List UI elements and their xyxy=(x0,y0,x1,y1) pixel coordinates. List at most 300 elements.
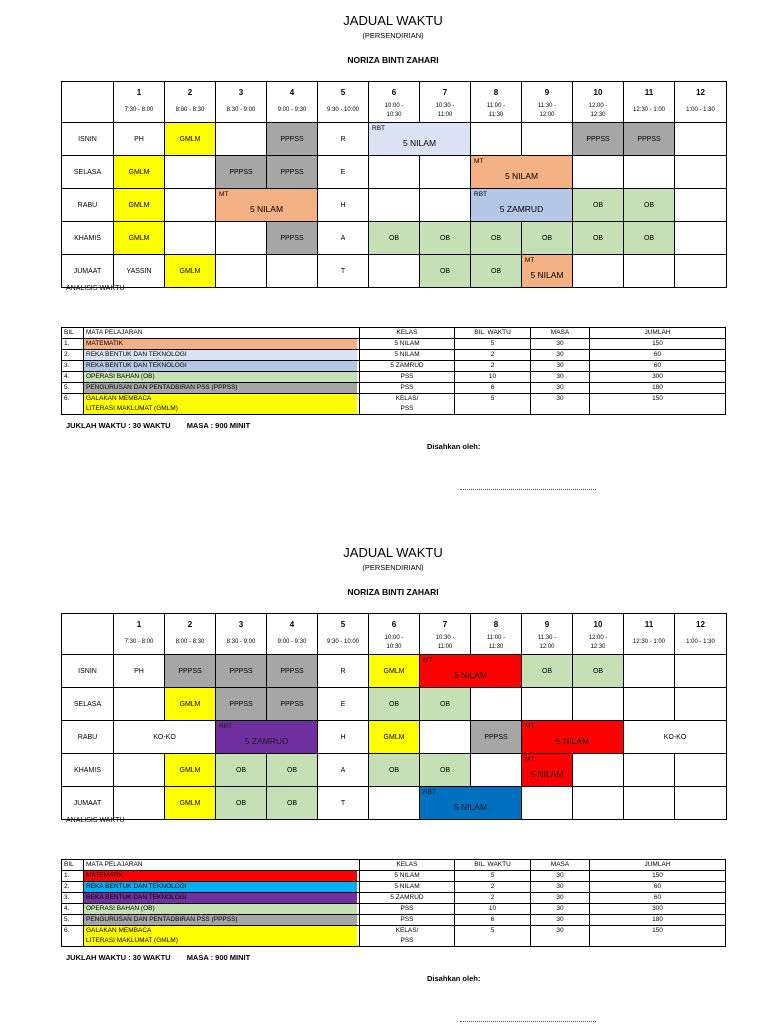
day-label: SELASA xyxy=(62,688,114,721)
period-number: 11 xyxy=(644,620,654,629)
period-header xyxy=(165,82,216,123)
period-header xyxy=(573,614,624,655)
timetable-cell: PPPSS xyxy=(267,688,318,721)
analysis-header: MASA xyxy=(531,328,590,339)
timetable-cell: YASSIN xyxy=(114,255,165,288)
class-name: 5 NILAM xyxy=(453,670,488,680)
lesson-cell xyxy=(471,156,573,189)
day-label: JUMAAT xyxy=(62,787,114,820)
period-header xyxy=(522,82,573,123)
row-number: 5. xyxy=(62,915,84,926)
timetable-cell xyxy=(267,255,318,288)
analysis-row xyxy=(62,915,726,926)
period-header xyxy=(573,82,624,123)
period-time: 9:00 - 9:30 xyxy=(277,639,307,645)
timetable-cell xyxy=(675,255,727,288)
class-cell: 5 NILAM xyxy=(360,882,455,893)
period-time: 9:30 - 10:00 xyxy=(326,639,360,645)
timetable-cell xyxy=(471,688,522,721)
timetable-cell: OB xyxy=(573,655,624,688)
period-header xyxy=(471,82,522,123)
timetable-cell xyxy=(165,189,216,222)
subject-code: MT xyxy=(474,158,484,165)
subject-name: GALAKAN MEMBACA LITERASI MAKLUMAT (GMLM) xyxy=(84,394,357,414)
analysis-row xyxy=(62,893,726,904)
summary-total-periods: JUKLAH WAKTU : 30 WAKTU xyxy=(66,953,171,962)
period-header xyxy=(420,82,471,123)
timetable-cell: GMLM xyxy=(114,156,165,189)
subject-cell xyxy=(84,394,360,415)
duration-cell: 30 xyxy=(531,394,590,415)
period-time: 8:30 - 9:00 xyxy=(226,107,256,113)
total-cell: 60 xyxy=(590,882,726,893)
timetable-grid xyxy=(61,613,727,820)
day-row xyxy=(62,655,727,688)
period-number: 1 xyxy=(136,88,142,97)
timetable-cell: R xyxy=(318,655,369,688)
timetable-cell xyxy=(369,787,420,820)
timetable-cell: PPPSS xyxy=(267,123,318,156)
day-row xyxy=(62,721,727,754)
total-cell: 300 xyxy=(590,372,726,383)
analysis-header: MATA PELAJARAN xyxy=(84,328,360,339)
timetable-cell: GMLM xyxy=(165,123,216,156)
timetable-cell: OB xyxy=(573,189,624,222)
period-time: 8:00 - 8:30 xyxy=(175,639,205,645)
duration-cell: 30 xyxy=(531,882,590,893)
subject-code: RBT xyxy=(423,789,436,796)
timetable-cell: PPPSS xyxy=(267,222,318,255)
subject-name: REKA BENTUK DAN TEKNOLOGI xyxy=(84,361,357,371)
lesson-cell xyxy=(522,721,624,754)
timetable-cell: OB xyxy=(471,222,522,255)
summary-total-periods: JUKLAH WAKTU : 30 WAKTU xyxy=(66,421,171,430)
period-count-cell: 5 xyxy=(455,339,531,350)
lesson-cell xyxy=(420,787,522,820)
period-number: 8 xyxy=(493,620,499,629)
timetable-cell xyxy=(420,721,471,754)
approved-by-label: Disahkan oleh: xyxy=(427,442,481,451)
lesson-cell xyxy=(369,123,471,156)
class-name: 5 NILAM xyxy=(555,736,590,746)
subject-code: MT xyxy=(423,657,433,664)
period-number: 8 xyxy=(493,88,499,97)
period-count-cell: 6 xyxy=(455,383,531,394)
total-cell: 60 xyxy=(590,350,726,361)
row-number: 3. xyxy=(62,893,84,904)
total-cell: 150 xyxy=(590,339,726,350)
duration-cell: 30 xyxy=(531,383,590,394)
day-row xyxy=(62,222,727,255)
class-cell: 5 NILAM xyxy=(360,350,455,361)
period-header xyxy=(522,614,573,655)
class-name: 5 NILAM xyxy=(453,802,488,812)
timetable-cell xyxy=(573,156,624,189)
timetable-cell xyxy=(522,123,573,156)
period-header xyxy=(420,614,471,655)
period-time: 11:00 - 11:30 xyxy=(486,103,506,118)
timetable-cell: GMLM xyxy=(165,255,216,288)
subject-name: MATEMATIK xyxy=(84,871,357,881)
row-number: 6. xyxy=(62,926,84,947)
class-name: 5 NILAM xyxy=(504,171,539,181)
period-count-cell: 5 xyxy=(455,926,531,947)
signature-line xyxy=(460,488,596,490)
summary-total-minutes: MASA : 900 MINIT xyxy=(186,421,251,430)
timetable-cell xyxy=(114,688,165,721)
row-number: 4. xyxy=(62,372,84,383)
period-header xyxy=(165,614,216,655)
timetable-cell: PPPSS xyxy=(216,655,267,688)
subject-name: PENGURUSAN DAN PENTADBIRAN PSS (PPPSS) xyxy=(84,383,357,393)
period-time: 8:30 - 9:00 xyxy=(226,639,256,645)
timetable-cell: KO-KO xyxy=(114,721,216,754)
period-count-cell: 2 xyxy=(455,882,531,893)
period-number: 10 xyxy=(593,620,603,629)
total-cell: 150 xyxy=(590,926,726,947)
period-number: 9 xyxy=(544,88,550,97)
subject-cell xyxy=(84,882,360,893)
timetable-cell: PPPSS xyxy=(216,156,267,189)
period-number: 3 xyxy=(238,88,244,97)
class-cell: PSS xyxy=(360,904,455,915)
class-name: 5 NILAM xyxy=(530,769,564,779)
period-number: 5 xyxy=(340,620,346,629)
analysis-header: BIL. WAKTU xyxy=(455,860,531,871)
day-label: KHAMIS xyxy=(62,222,114,255)
analysis-header: JUMLAH xyxy=(590,860,726,871)
timetable-cell: OB xyxy=(369,754,420,787)
period-time: 10:00 - 10:30 xyxy=(384,635,404,650)
period-header xyxy=(369,614,420,655)
period-time: 10:00 - 10:30 xyxy=(384,103,404,118)
timetable-cell xyxy=(624,156,675,189)
analysis-row xyxy=(62,926,726,947)
day-label: ISNIN xyxy=(62,123,114,156)
period-number: 10 xyxy=(593,88,603,97)
period-time: 8:00 - 8:30 xyxy=(175,107,205,113)
duration-cell: 30 xyxy=(531,372,590,383)
analysis-header: BIL. WAKTU xyxy=(455,328,531,339)
corner-cell xyxy=(62,614,114,655)
row-number: 3. xyxy=(62,361,84,372)
timetable-cell: OB xyxy=(216,754,267,787)
analysis-row xyxy=(62,394,726,415)
class-cell: KELAS/ PSS xyxy=(360,926,455,947)
subject-cell xyxy=(84,915,360,926)
row-number: 2. xyxy=(62,350,84,361)
timetable-cell xyxy=(675,156,727,189)
duration-cell: 30 xyxy=(531,893,590,904)
timetable-cell xyxy=(675,222,727,255)
analysis-row xyxy=(62,350,726,361)
analysis-header: BIL xyxy=(62,860,84,871)
timetable-grid xyxy=(61,81,727,288)
period-number: 6 xyxy=(391,620,397,629)
subject-code: MT xyxy=(525,723,535,730)
period-header xyxy=(267,82,318,123)
day-label: ISNIN xyxy=(62,655,114,688)
timetable-cell xyxy=(420,156,471,189)
timetable-cell xyxy=(675,189,727,222)
duration-cell: 30 xyxy=(531,926,590,947)
timetable-cell xyxy=(114,754,165,787)
period-time: 12:00 - 12:30 xyxy=(588,635,608,650)
timetable-cell xyxy=(369,189,420,222)
day-row xyxy=(62,255,727,288)
period-time: 10:30 - 11:00 xyxy=(435,103,455,118)
subject-code: RBT xyxy=(219,723,232,730)
subject-cell xyxy=(84,871,360,882)
class-cell: PSS xyxy=(360,372,455,383)
timetable-cell xyxy=(675,123,727,156)
period-header xyxy=(369,82,420,123)
duration-cell: 30 xyxy=(531,361,590,372)
timetable-cell: T xyxy=(318,255,369,288)
timetable-cell: KO-KO xyxy=(624,721,727,754)
period-time: 11:30 - 12:00 xyxy=(537,635,557,650)
subject-cell xyxy=(84,926,360,947)
analysis-header: KELAS xyxy=(360,860,455,871)
period-number: 12 xyxy=(696,620,705,629)
period-number: 3 xyxy=(238,620,244,629)
day-row xyxy=(62,787,727,820)
class-name: 5 NILAM xyxy=(249,204,284,214)
analysis-row xyxy=(62,882,726,893)
subject-cell xyxy=(84,893,360,904)
row-number: 1. xyxy=(62,871,84,882)
class-cell: PSS xyxy=(360,915,455,926)
day-label: RABU xyxy=(62,721,114,754)
period-number: 1 xyxy=(136,620,142,629)
period-time: 1:00 - 1:30 xyxy=(686,107,715,113)
timetable-cell xyxy=(624,255,675,288)
subject-cell xyxy=(84,904,360,915)
corner-cell xyxy=(62,82,114,123)
analysis-header: JUMLAH xyxy=(590,328,726,339)
page-subtitle: (PERSENDIRIAN) xyxy=(362,563,424,572)
period-header xyxy=(267,614,318,655)
timetable-cell: OB xyxy=(420,255,471,288)
total-cell: 300 xyxy=(590,904,726,915)
timetable-cell: OB xyxy=(522,222,573,255)
subject-cell xyxy=(84,339,360,350)
timetable-cell xyxy=(675,754,727,787)
timetable-cell: PPPSS xyxy=(216,688,267,721)
subject-code: MT xyxy=(525,257,535,264)
timetable-cell: T xyxy=(318,787,369,820)
timetable-cell: OB xyxy=(420,754,471,787)
timetable-cell xyxy=(522,787,573,820)
timetable-cell: GMLM xyxy=(369,655,420,688)
analysis-row xyxy=(62,339,726,350)
period-number: 11 xyxy=(644,88,654,97)
timetable-cell xyxy=(624,688,675,721)
timetable-cell: OB xyxy=(471,255,522,288)
analysis-row xyxy=(62,383,726,394)
day-label: SELASA xyxy=(62,156,114,189)
timetable-cell: PPPSS xyxy=(624,123,675,156)
subject-cell xyxy=(84,361,360,372)
timetable-cell: GMLM xyxy=(165,754,216,787)
duration-cell: 30 xyxy=(531,339,590,350)
analysis-header: MASA xyxy=(531,860,590,871)
timetable-cell: A xyxy=(318,222,369,255)
duration-cell: 30 xyxy=(531,871,590,882)
timetable-cell: OB xyxy=(369,688,420,721)
period-time: 9:30 - 10:00 xyxy=(326,107,360,113)
subject-code: RBT xyxy=(474,191,487,198)
lesson-cell xyxy=(471,189,573,222)
day-label: RABU xyxy=(62,189,114,222)
period-count-cell: 6 xyxy=(455,915,531,926)
timetable-cell: OB xyxy=(216,787,267,820)
period-count-cell: 10 xyxy=(455,904,531,915)
analysis-row xyxy=(62,904,726,915)
analysis-title: ANALISIS WAKTU xyxy=(66,285,125,292)
class-name: 5 NILAM xyxy=(530,270,564,280)
period-count-cell: 2 xyxy=(455,361,531,372)
period-count-cell: 10 xyxy=(455,372,531,383)
timetable-cell: OB xyxy=(369,222,420,255)
period-time: 10:30 - 11:00 xyxy=(435,635,455,650)
total-cell: 180 xyxy=(590,915,726,926)
period-count-cell: 5 xyxy=(455,871,531,882)
timetable-cell: OB xyxy=(522,655,573,688)
timetable-cell xyxy=(471,754,522,787)
period-count-cell: 2 xyxy=(455,893,531,904)
period-header xyxy=(216,614,267,655)
timetable-cell: GMLM xyxy=(114,222,165,255)
class-cell: 5 ZAMRUD xyxy=(360,893,455,904)
duration-cell: 30 xyxy=(531,350,590,361)
subject-name: PENGURUSAN DAN PENTADBIRAN PSS (PPPSS) xyxy=(84,915,357,925)
subject-name: GALAKAN MEMBACA LITERASI MAKLUMAT (GMLM) xyxy=(84,926,357,946)
day-row xyxy=(62,156,727,189)
lesson-cell xyxy=(216,189,318,222)
timetable-cell: R xyxy=(318,123,369,156)
row-number: 5. xyxy=(62,383,84,394)
timetable-cell: GMLM xyxy=(114,189,165,222)
period-header xyxy=(471,614,522,655)
timetable-cell: OB xyxy=(420,688,471,721)
period-header xyxy=(675,614,727,655)
timetable-cell: GMLM xyxy=(369,721,420,754)
class-cell: 5 ZAMRUD xyxy=(360,361,455,372)
lesson-cell xyxy=(522,754,573,787)
timetable-cell: PPPSS xyxy=(573,123,624,156)
timetable-cell xyxy=(216,255,267,288)
timetable-cell xyxy=(216,222,267,255)
timetable-cell: OB xyxy=(624,222,675,255)
period-header xyxy=(318,614,369,655)
timetable-cell: E xyxy=(318,156,369,189)
period-header xyxy=(318,82,369,123)
subject-code: RBT xyxy=(372,125,385,132)
period-header xyxy=(114,82,165,123)
timetable-cell: H xyxy=(318,721,369,754)
period-number: 4 xyxy=(289,620,295,629)
subject-name: REKA BENTUK DAN TEKNOLOGI xyxy=(84,882,357,892)
day-label: KHAMIS xyxy=(62,754,114,787)
period-number: 9 xyxy=(544,620,550,629)
subject-name: OPERASI BAHAN (OB) xyxy=(84,372,357,382)
class-name: 5 NILAM xyxy=(402,138,437,148)
timetable-cell xyxy=(675,655,727,688)
timetable-cell xyxy=(471,123,522,156)
subject-code: MT xyxy=(525,756,535,763)
timetable-cell xyxy=(573,754,624,787)
duration-cell: 30 xyxy=(531,904,590,915)
timetable-cell xyxy=(573,787,624,820)
timetable-cell: PH xyxy=(114,655,165,688)
timetable-cell: OB xyxy=(420,222,471,255)
teacher-name: NORIZA BINTI ZAHARI xyxy=(347,587,439,597)
subject-cell xyxy=(84,383,360,394)
period-number: 5 xyxy=(340,88,346,97)
class-cell: KELAS/ PSS xyxy=(360,394,455,415)
timetable-cell xyxy=(114,787,165,820)
day-row xyxy=(62,754,727,787)
timetable-cell: PPPSS xyxy=(165,655,216,688)
period-time: 12:30 - 1:00 xyxy=(632,639,666,645)
timetable-cell xyxy=(675,688,727,721)
timetable-cell: OB xyxy=(573,222,624,255)
timetable-cell: PH xyxy=(114,123,165,156)
row-number: 6. xyxy=(62,394,84,415)
subject-name: REKA BENTUK DAN TEKNOLOGI xyxy=(84,350,357,360)
analysis-table xyxy=(61,327,726,415)
subject-name: MATEMATIK xyxy=(84,339,357,349)
signature-line xyxy=(460,1020,596,1022)
period-time: 12:30 - 1:00 xyxy=(632,107,666,113)
teacher-name: NORIZA BINTI ZAHARI xyxy=(347,55,439,65)
period-header xyxy=(624,614,675,655)
class-cell: 5 NILAM xyxy=(360,339,455,350)
subject-name: REKA BENTUK DAN TEKNOLOGI xyxy=(84,893,357,903)
timetable-cell: OB xyxy=(624,189,675,222)
timetable-cell xyxy=(573,688,624,721)
day-row xyxy=(62,189,727,222)
timetable-cell: H xyxy=(318,189,369,222)
period-number: 7 xyxy=(442,88,448,97)
timetable-cell: PPPSS xyxy=(267,156,318,189)
analysis-table xyxy=(61,859,726,947)
summary-total-minutes: MASA : 900 MINIT xyxy=(186,953,251,962)
period-number: 6 xyxy=(391,88,397,97)
period-number: 2 xyxy=(187,88,193,97)
timetable-cell xyxy=(624,754,675,787)
day-row xyxy=(62,123,727,156)
duration-cell: 30 xyxy=(531,915,590,926)
class-cell: 5 NILAM xyxy=(360,871,455,882)
subject-cell xyxy=(84,350,360,361)
day-row xyxy=(62,688,727,721)
period-count-cell: 2 xyxy=(455,350,531,361)
lesson-cell xyxy=(522,255,573,288)
subject-name: OPERASI BAHAN (OB) xyxy=(84,904,357,914)
period-number: 7 xyxy=(442,620,448,629)
timetable-cell: OB xyxy=(267,787,318,820)
subject-cell xyxy=(84,372,360,383)
period-count-cell: 5 xyxy=(455,394,531,415)
timetable-cell: OB xyxy=(267,754,318,787)
subject-code: MT xyxy=(219,191,229,198)
period-header xyxy=(114,614,165,655)
timetable-cell xyxy=(165,156,216,189)
analysis-row xyxy=(62,871,726,882)
page-subtitle: (PERSENDIRIAN) xyxy=(362,31,424,40)
